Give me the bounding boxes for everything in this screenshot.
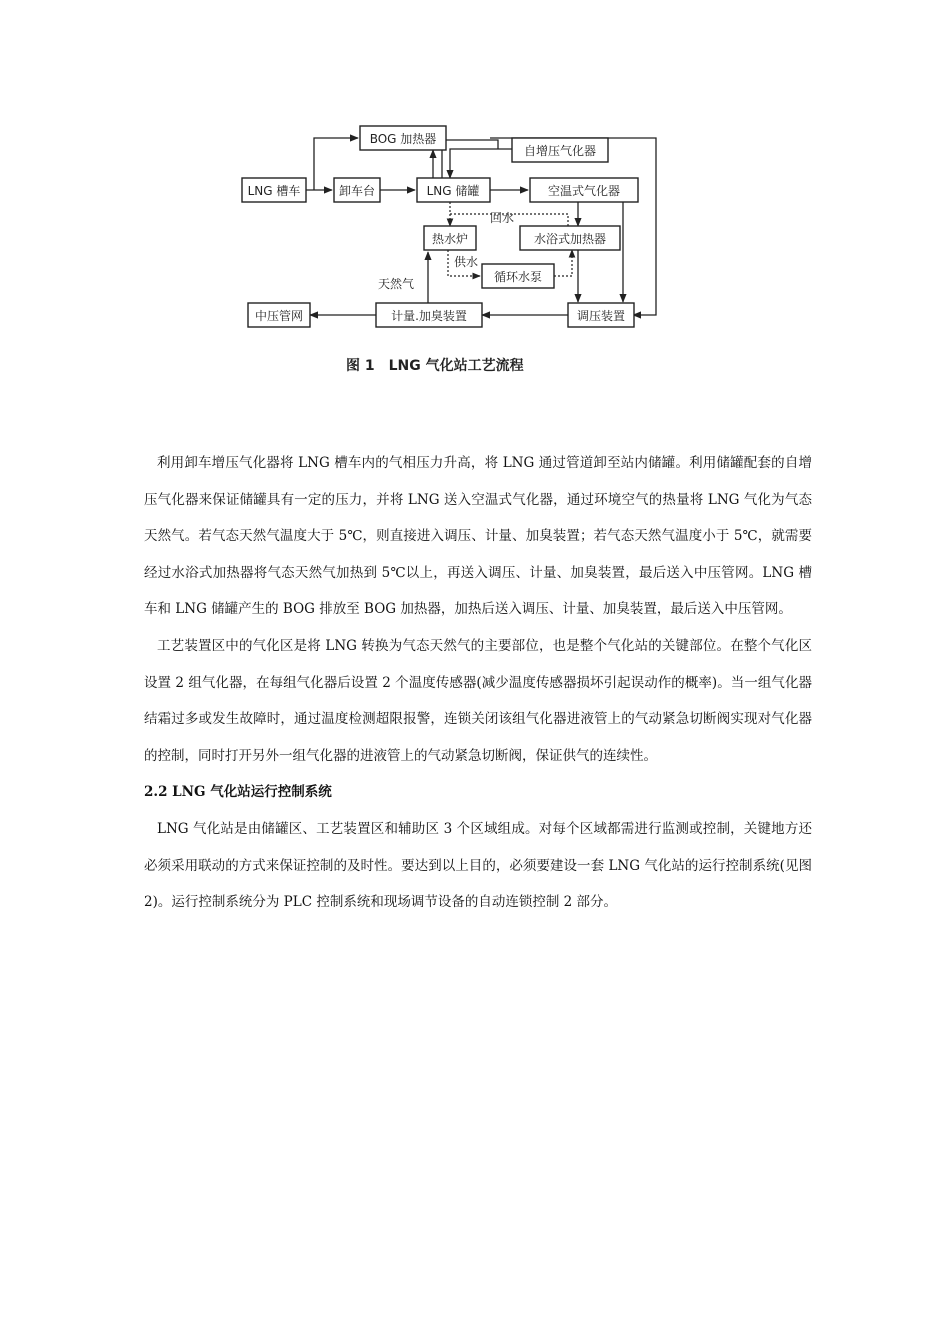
node-air-vaporizer [530, 178, 638, 202]
svg-text:空温式气化器: 空温式气化器 [547, 184, 621, 198]
label-return-water: 回水 [490, 211, 515, 225]
label-supply-water: 供水 [454, 255, 479, 269]
svg-text:热水炉: 热水炉 [431, 232, 469, 246]
node-mp-network [248, 303, 310, 327]
node-bog-heater [360, 126, 446, 150]
node-unloading [334, 178, 380, 202]
node-lng-tank [417, 178, 490, 202]
svg-text:LNG 储罐: LNG 储罐 [426, 184, 480, 198]
paragraph-2: 工艺装置区中的气化区是将 LNG 转换为气态天然气的主要部位，也是整个气化站的关键部位。在整个气化区设置 2 组气化器，在每组气化器后设置 2 个温度传感器(减少温度传感器损坏引起误动作的概率)。当一组气化器结霜过多或发生故障时，通过温度检测超限报警，连锁关闭该组气化器进液管上的气动紧急切断阀实现对气化器的控制，同时打开另外一组气化器的进液管上的气动紧急切断阀，保证供气的连续性。 [144, 637, 812, 764]
svg-text:中压管网: 中压管网 [254, 309, 304, 323]
svg-text:BOG 加热器: BOG 加热器 [369, 132, 437, 146]
node-pressurizer [512, 138, 608, 162]
svg-text:水浴式加热器: 水浴式加热器 [533, 232, 607, 246]
label-natural-gas: 天然气 [378, 277, 415, 291]
svg-text:卸车台: 卸车台 [338, 184, 376, 198]
section-heading: 2.2 LNG 气化站运行控制系统 [144, 784, 332, 801]
paragraph-1: 利用卸车增压气化器将 LNG 槽车内的气相压力升高，将 LNG 通过管道卸至站内储罐。利用储罐配套的自增压气化器来保证储罐具有一定的压力，并将 LNG 送入空温式气化器，通过环境空气的热量将 LNG 气化为气态天然气。若气态天然气温度大于 5℃，则直接进入调压、计量、加臭装置；若气态天然气温度小于 5℃，就需要经过水浴式加热器将气态天然气加热到 5℃以上，再送入调压、计量、加臭装置，最后送入中压管网。LNG 槽车和 LNG 储罐产生的 BOG 排放至 BOG 加热器，加热后送入调压、计量、加臭装置，最后送入中压管网。 [144, 455, 812, 618]
body-text [144, 445, 812, 921]
paragraph-3: LNG 气化站是由储罐区、工艺装置区和辅助区 3 个区域组成。对每个区域都需进行监测或控制，关键地方还必须采用联动的方式来保证控制的及时性。要达到以上目的，必须要建设一套 LNG 气化站的运行控制系统(见图 2)。运行控制系统分为 PLC 控制系统和现场调节设备的自动连锁控制 2 部分。 [144, 820, 812, 911]
node-hot-water-boiler [424, 226, 476, 250]
node-circulation-pump [482, 264, 554, 288]
svg-text:调压装置: 调压装置 [576, 309, 626, 323]
svg-text:计量.加臭装置: 计量.加臭装置 [391, 309, 467, 323]
node-metering-odorizing [376, 303, 482, 327]
process-flow-figure [228, 118, 668, 380]
process-flow-diagram [228, 118, 668, 380]
node-water-bath-heater [520, 226, 620, 250]
node-lng-truck [242, 178, 306, 202]
figure-caption: 图 1 LNG 气化站工艺流程 [346, 358, 524, 374]
svg-text:自增压气化器: 自增压气化器 [523, 144, 597, 158]
svg-text:循环水泵: 循环水泵 [493, 270, 543, 284]
node-pressure-regulator [568, 303, 634, 327]
svg-text:LNG 槽车: LNG 槽车 [247, 184, 301, 198]
